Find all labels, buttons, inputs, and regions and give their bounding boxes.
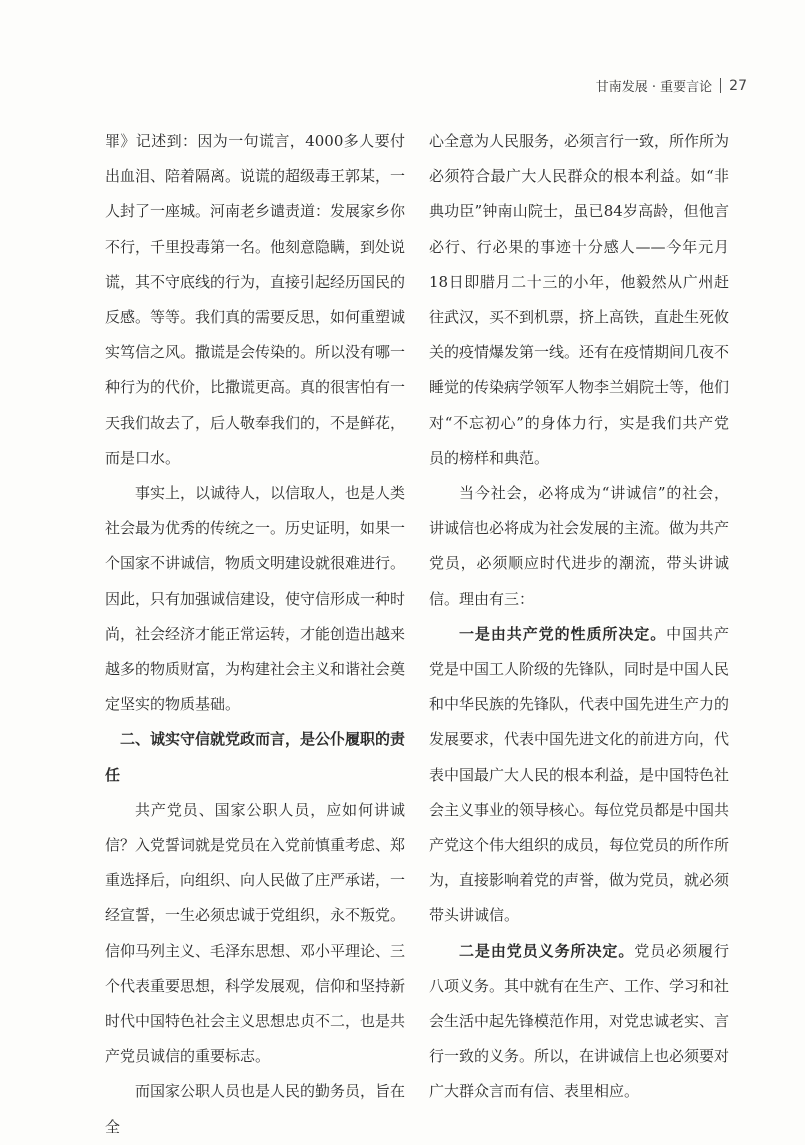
paragraph-lead: 二是由党员义务所决定。 — [459, 941, 635, 960]
paragraph-continued: 罪》记述到：因为一句谎言，4000多人要付出血泪、陪着隔离。说谎的超级毒王郭某，一人封了一座城。河南老乡谴责道：发展家乡你不行，千里投毒第一名。他刻意隐瞒，到处说谎，其不守底线的行为，直接引起经历国民的反感。等等。我们真的需要反思，如何重塑诚实笃信之风。撒谎是会传染的。所以没有哪一种行为的代价，比撒谎更高。真的很害怕有一天我们故去了，后人敬奉我们的，不是鲜花，而是口水。 — [105, 132, 406, 467]
paragraph: 共产党员、国家公职人员，应如何讲诚信？入党誓词就是党员在入党前慎重考虑、郑重选择后，向组织、向人民做了庄严承诺，一经宣誓，一生必须忠诚于党组织，永不叛党。信仰马列主义、毛泽东思想、邓小平理论、三个代表重要思想，科学发展观，信仰和坚持新时代中国特色社会主义思想忠贞不二，也是共产党员诚信的重要标志。 — [105, 800, 406, 1066]
paragraph-lead: 一是由共产党的性质所决定。 — [459, 624, 667, 643]
paragraph-continued: 心全意为人民服务，必须言行一致，所作所为必须符合最广大人民群众的根本利益。如“非典功臣”钟南山院士，虽已84岁高龄，但他言必行、行必果的事迹十分感人——今年元月18日即腊月二十三的小年，他毅然从广州赶往武汉，买不到机票，挤上高铁，直赴生死攸关的疫情爆发第一线。还有在疫情期间几夜不睡觉的传染病学领军人物李兰娟院士等，他们对“不忘初心”的身体力行，实是我们共产党员的榜样和典范。 — [429, 132, 730, 467]
paragraph: 事实上，以诚待人，以信取人，也是人类社会最为优秀的传统之一。历史证明，如果一个国家不讲诚信，物质文明建设就很难进行。因此，只有加强诚信建设，使守信形成一种时尚，社会经济才能正常运转，才能创造出越来越多的物质财富，为构建社会主义和谐社会奠定坚实的物质基础。 — [105, 484, 406, 714]
paragraph — [429, 934, 729, 1110]
paragraph: 而国家公职人员也是人民的勤务员，旨在全 — [105, 1082, 406, 1136]
right-column — [429, 124, 729, 1110]
paragraph — [429, 617, 729, 934]
paragraph-body: 中国共产党是中国工人阶级的先锋队，同时是中国人民和中华民族的先锋队，代表中国先进生产力的发展要求，代表中国先进文化的前进方向，代表中国最广大人民的根本利益，是中国特色社会主义事业的领导核心。每位党员都是中国共产党这个伟大组织的成员，每位党员的所作所为，直接影响着党的声誉，做为党员，就必须带头讲诚信。 — [429, 624, 730, 925]
left-column — [105, 124, 405, 1145]
running-header — [596, 76, 747, 95]
header-title: 甘南发展 · 重要言论 — [595, 80, 713, 95]
paragraph: 当今社会，必将成为“讲诚信”的社会，讲诚信也必将成为社会发展的主流。做为共产党员，必须顺应时代进步的潮流，带头讲诚信。理由有三： — [429, 484, 730, 608]
header-divider — [720, 78, 721, 93]
section-heading: 二、诚实守信就党政而言，是公仆履职的责任 — [105, 730, 406, 784]
paragraph-body: 党员必须履行八项义务。其中就有在生产、工作、学习和社会生活中起先锋模范作用，对党忠诚老实、言行一致的义务。所以，在讲诚信上也必须要对广大群众言而有信、表里相应。 — [429, 941, 730, 1101]
page-number: 27 — [729, 77, 747, 94]
